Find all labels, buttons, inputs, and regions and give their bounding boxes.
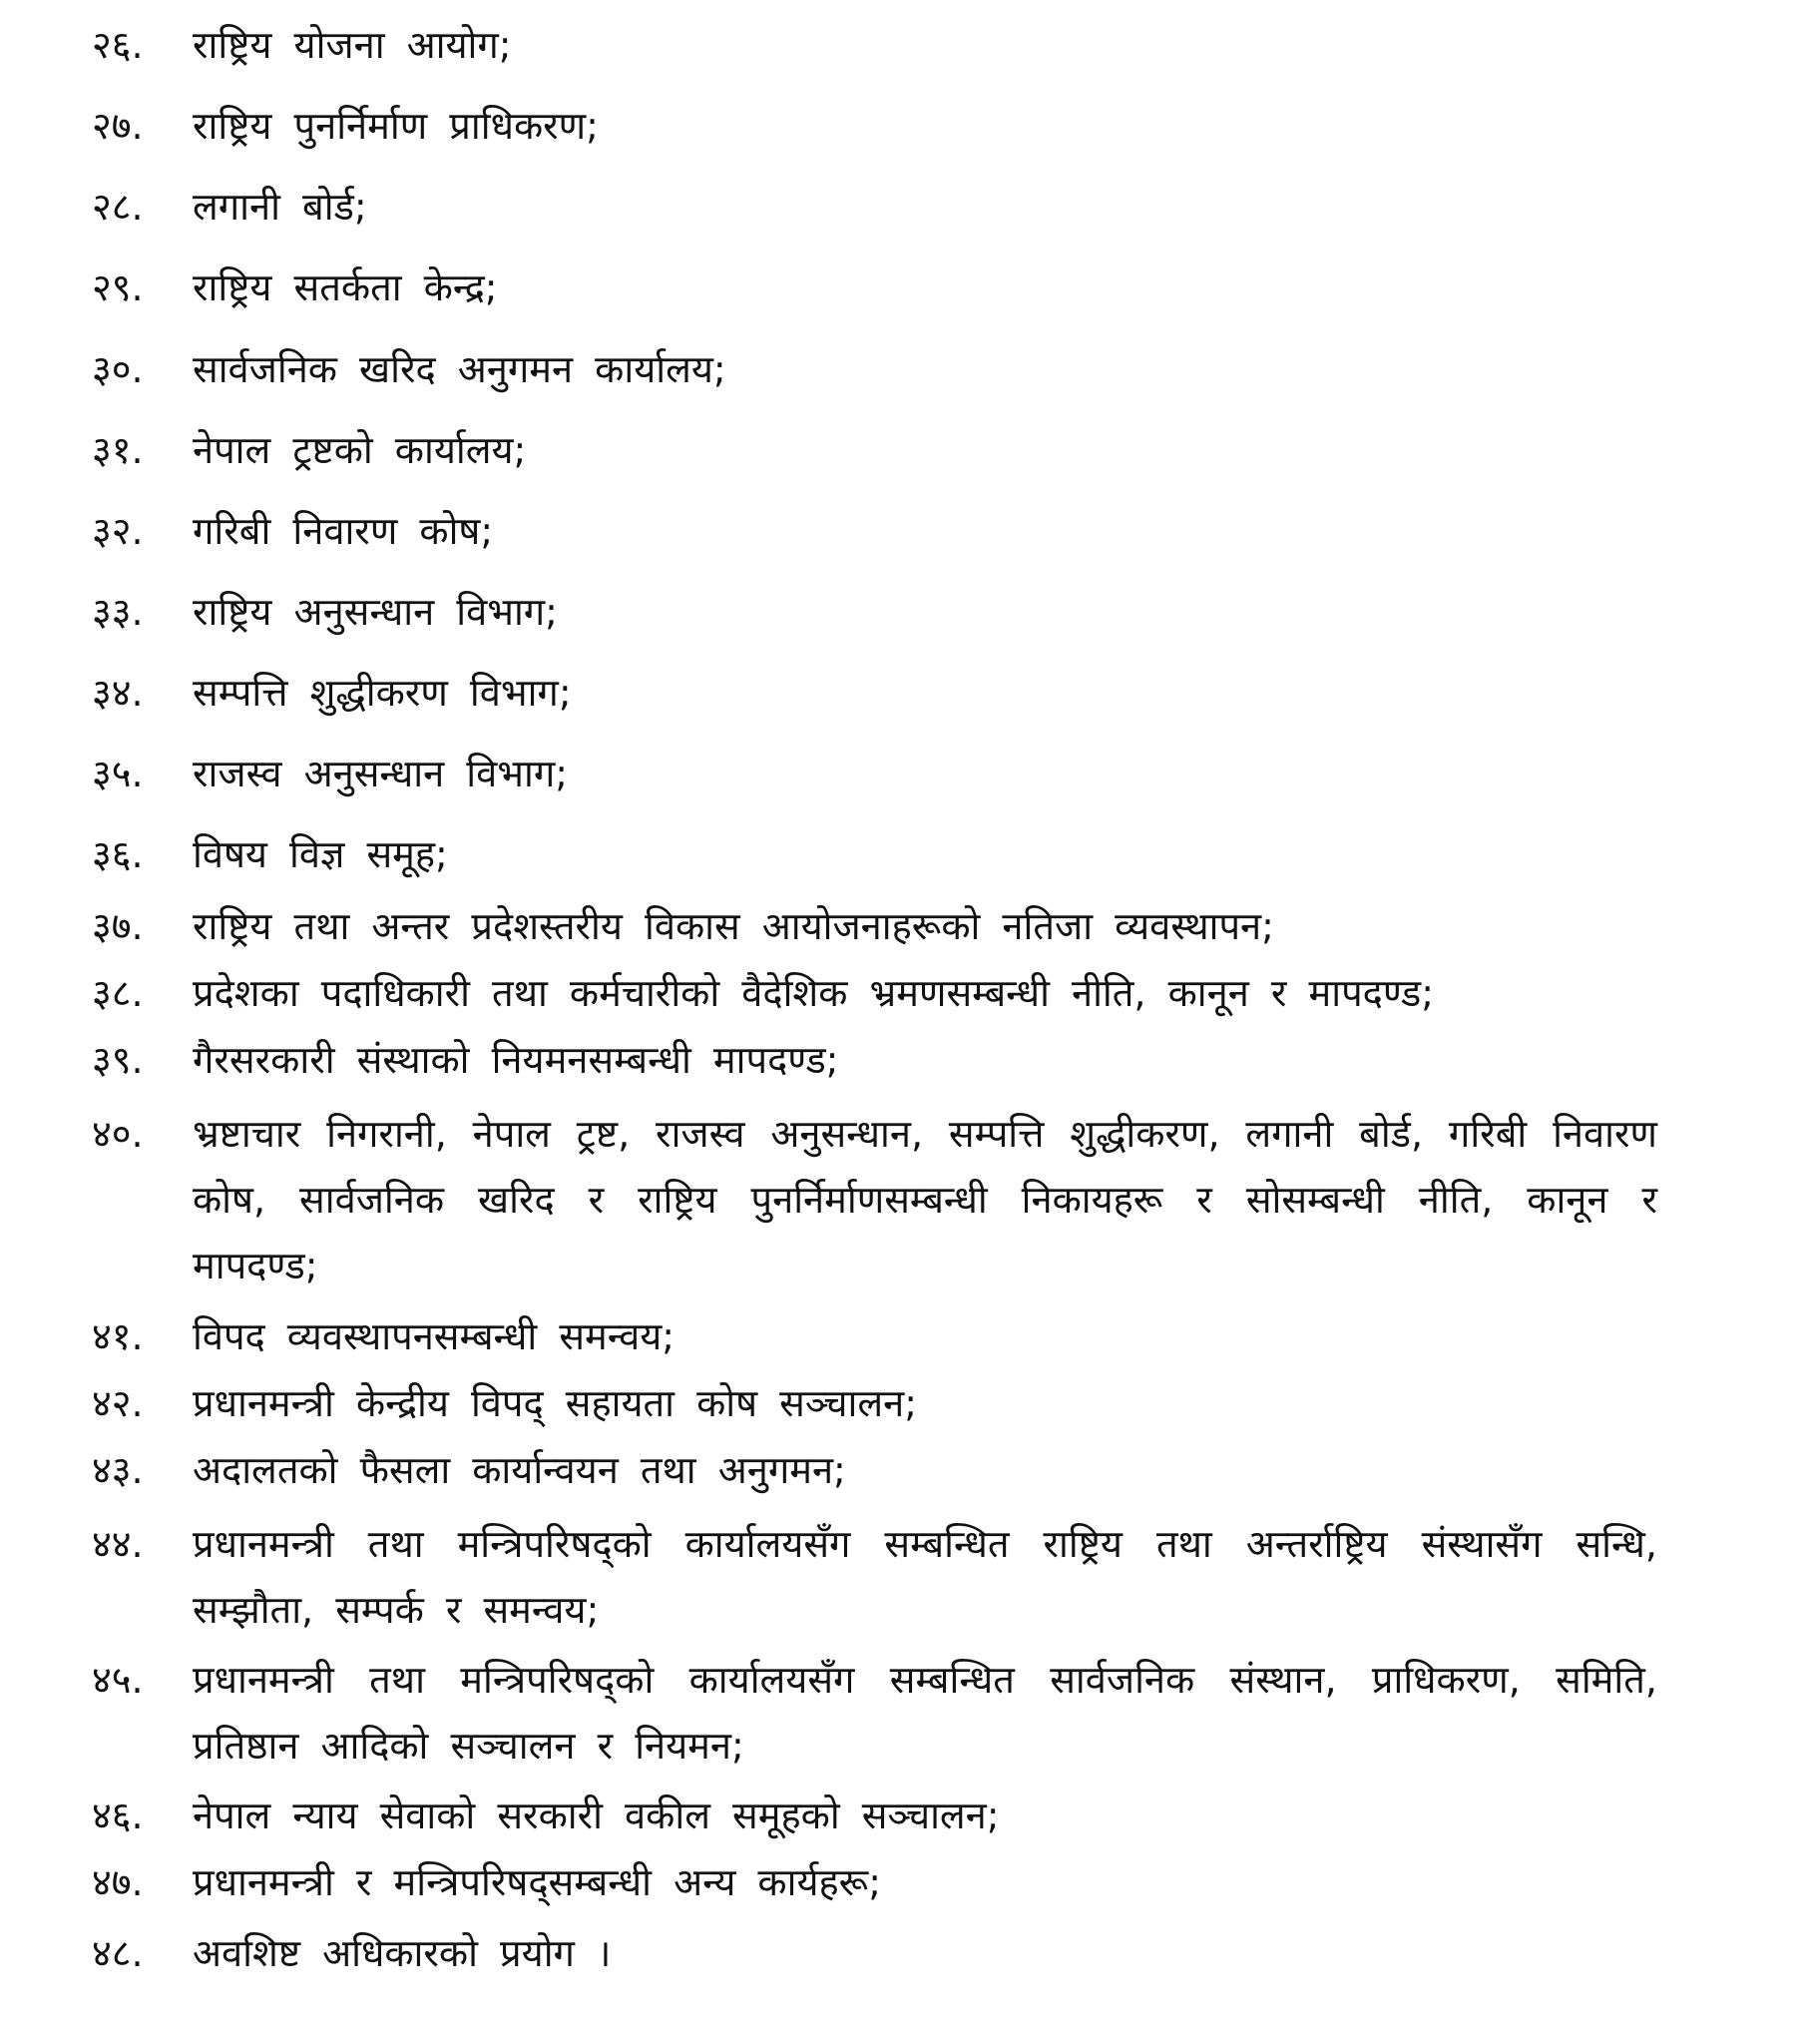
- item-text: राष्ट्रिय पुनर्निर्माण प्राधिकरण;: [193, 104, 599, 148]
- item-text: राष्ट्रिय योजना आयोग;: [193, 23, 512, 67]
- item-number: २८.: [92, 185, 144, 229]
- item-number: ३३.: [92, 590, 144, 634]
- item-text: सम्पत्ति शुद्धीकरण विभाग;: [193, 671, 572, 715]
- item-text: भ्रष्टाचार निगरानी, नेपाल ट्रष्ट, राजस्व अनुसन्धान, सम्पत्ति शुद्धीकरण, लगानी बोर्ड, गरिबी निवारण कोष, सार्वजनिक खरिद र राष्ट्रिय पुनर्निर्माणसम्बन्धी निकायहरू र सोसम्बन्धी नीति, कानून र मापदण्ड;: [193, 1112, 1657, 1287]
- item-number: ३९.: [92, 1038, 144, 1082]
- item-text: राष्ट्रिय अनुसन्धान विभाग;: [193, 590, 558, 634]
- item-number: ३५.: [92, 752, 144, 795]
- item-text: नेपाल ट्रष्टको कार्यालय;: [193, 428, 527, 472]
- item-number: ३६.: [92, 832, 144, 876]
- item-text: सार्वजनिक खरिद अनुगमन कार्यालय;: [193, 347, 726, 391]
- item-number: ३७.: [92, 904, 144, 948]
- item-text: प्रधानमन्त्री तथा मन्त्रिपरिषद्को कार्यालयसँग सम्बन्धित राष्ट्रिय तथा अन्तर्राष्ट्रिय संस्थासँग सन्धि, सम्झौता, सम्पर्क र समन्वय;: [193, 1522, 1657, 1632]
- item-text: नेपाल न्याय सेवाको सरकारी वकील समूहको सञ्चालन;: [193, 1793, 1000, 1837]
- item-text: प्रधानमन्त्री तथा मन्त्रिपरिषद्को कार्यालयसँग सम्बन्धित सार्वजनिक संस्थान, प्राधिकरण, समिति, प्रतिष्ठान आदिको सञ्चालन र नियमन;: [193, 1658, 1657, 1768]
- item-text: गरिबी निवारण कोष;: [193, 509, 494, 553]
- item-text: प्रदेशका पदाधिकारी तथा कर्मचारीको वैदेशिक भ्रमणसम्बन्धी नीति, कानून र मापदण्ड;: [193, 971, 1435, 1015]
- item-number: ४३.: [92, 1448, 144, 1492]
- item-number: २७.: [92, 104, 144, 148]
- item-number: ३२.: [92, 509, 144, 553]
- item-number: ४८.: [92, 1931, 144, 1975]
- item-number: ३८.: [92, 971, 144, 1015]
- item-number: ३०.: [92, 347, 144, 391]
- item-text: लगानी बोर्ड;: [193, 185, 367, 229]
- item-number: २६.: [92, 23, 144, 67]
- item-text: राष्ट्रिय तथा अन्तर प्रदेशस्तरीय विकास आयोजनाहरूको नतिजा व्यवस्थापन;: [193, 904, 1274, 948]
- item-number: ४२.: [92, 1381, 144, 1425]
- item-number: ३१.: [92, 428, 144, 472]
- item-text: गैरसरकारी संस्थाको नियमनसम्बन्धी मापदण्ड;: [193, 1038, 839, 1082]
- item-number: ४४.: [92, 1522, 144, 1566]
- item-text: विपद व्यवस्थापनसम्बन्धी समन्वय;: [193, 1314, 675, 1358]
- item-number: ४१.: [92, 1314, 144, 1358]
- item-text: प्रधानमन्त्री र मन्त्रिपरिषद्सम्बन्धी अन्य कार्यहरू;: [193, 1860, 882, 1904]
- item-number: ३४.: [92, 671, 144, 715]
- item-number: ४६.: [92, 1793, 144, 1837]
- item-text: अदालतको फैसला कार्यान्वयन तथा अनुगमन;: [193, 1448, 846, 1492]
- item-text: प्रधानमन्त्री केन्द्रीय विपद् सहायता कोष सञ्चालन;: [193, 1381, 917, 1425]
- item-number: ४७.: [92, 1860, 144, 1904]
- item-text: विषय विज्ञ समूह;: [193, 832, 448, 876]
- item-number: ४५.: [92, 1658, 144, 1702]
- item-number: २९.: [92, 265, 144, 309]
- item-text: अवशिष्ट अधिकारको प्रयोग ।: [193, 1931, 612, 1975]
- item-number: ४०.: [92, 1112, 144, 1156]
- item-text: राजस्व अनुसन्धान विभाग;: [193, 752, 569, 795]
- item-text: राष्ट्रिय सतर्कता केन्द्र;: [193, 265, 498, 309]
